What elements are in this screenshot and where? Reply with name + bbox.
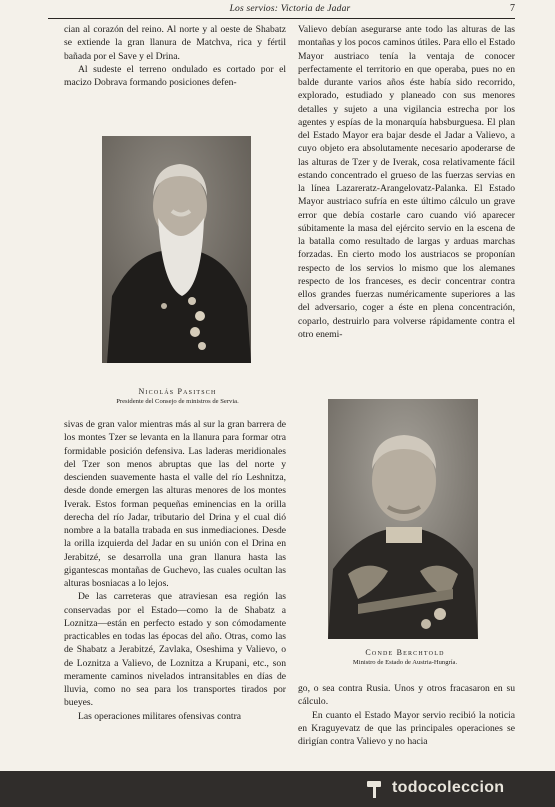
paragraph: cian al corazón del reino. Al norte y al oeste de Shabatz se extiende la gran llanura de Matchva, rica y fértil bañada por el Save y el Drina.	[64, 24, 286, 62]
paragraph: Valievo debían asegurarse ante todo las alturas de las montañas y los pocos caminos útiles. Para ello el Estado Mayor austriaco tenía la ventaja de conocer perfectamente el territorio en que operaba, pues no en balde durante varios años éste había sido recorrido, explorado, estudiado y planeado con sus menores detalles y sujeto a una vigilancia estrecha por los agentes y espías de la monarquía habsburguesa. El plan del Estado Mayor era bajar desde el Jadar a Valievo, a cuyo objeto era absolutamente necesario apoderarse de las alturas de Tzer y de Iverak, cosa relativamente fácil estando concentrado el grueso de las fuerzas servias en la línea Lazareratz-Arangelovatz-Palanka. El Estado Mayor austriaco sufría en este último cálculo un grave error que debía costarle caro cuando vió aparecer súbitamente la masa del ejército servio en la escena de la batalla como resultado de largas y arduas marchas forzadas. En cierto modo los austriacos se proponían respecto de los servios lo mismo que los alemanes respecto de los franceses, es decir concentrar contra ellos grandes fuerzas numéricamente superiores a las del adversario, coger a éste en plena concentración, coparlo, destruirlo para volverse rápidamente contra el otro enemi-	[298, 24, 515, 340]
right-column-bottom	[298, 682, 515, 748]
running-title: Los servios: Victoria de Jadar	[229, 4, 351, 14]
watermark-text: todocoleccion	[392, 779, 505, 796]
paragraph: De las carreteras que atraviesan esa región las conservadas por el Estado—como la de Shabatz a Loznitza—están en perfecto estado y son cómodamente practicables en todas las épocas del año. Otras, como las de Shabatz a Jerabitzé, Zavlaka, Oseshima y Valievo, o de Loznitza a Valievo, de Loznitza a Krupani, etc., son meramente caminos nivelados intransitables en días de lluvia, como no sea para los transportes tirados por bueyes.	[64, 591, 286, 709]
portrait-caption-pasitsch	[80, 387, 275, 405]
left-column-bottom	[64, 418, 286, 723]
header-rule	[48, 18, 515, 19]
caption-role: Ministro de Estado de Austria-Hungría.	[352, 659, 458, 666]
hammer-icon	[365, 779, 387, 799]
right-column-top	[298, 23, 515, 341]
portrait-photo-pasitsch	[102, 136, 251, 363]
paragraph: sivas de gran valor mientras más al sur la gran barrera de los montes Tzer se levanta en la llanura para formar otra formidable posición defensiva. Las laderas meridionales del Tzer son menos abruptas que las del norte y descienden suavemente hasta el valle del río Leshnitza, desde donde emergen las alturas menores de los montes Iverak. Estos forman pequeñas eminencias en la orilla derecha del río Jadar, tributario del Drina y el cual dió nombre a la batalla trabada en sus inmediaciones. Desde la orilla izquierda del Jadar en su unión con el Drina en Jerabitzé, se desarrolla una gran llanura hasta las gigantescas montañas de Guchevo, las cuales ocultan las alturas bosniacas a lo lejos.	[64, 419, 286, 589]
left-column-top	[64, 23, 286, 89]
paragraph: go, o sea contra Rusia. Unos y otros fracasaron en su cálculo.	[298, 683, 515, 708]
paragraph: En cuanto el Estado Mayor servio recibió la noticia en Kraguyevatz de que las principales operaciones se dirigían contra Valievo y no hacia	[298, 709, 515, 747]
portrait-photo-berchtold	[328, 399, 478, 639]
page-number: 7	[510, 3, 515, 14]
paragraph: Las operaciones militares ofensivas contra	[78, 710, 242, 722]
paragraph: Al sudeste el terreno ondulado es cortado por el macizo Dobrava formando posiciones defen-	[64, 63, 286, 88]
caption-name: Conde Berchtold	[365, 648, 445, 657]
caption-name: Nicolás Pasitsch	[138, 387, 217, 396]
portrait-caption-berchtold	[300, 648, 510, 666]
watermark-banner	[0, 771, 555, 807]
caption-role: Presidente del Consejo de ministros de Servia.	[116, 398, 239, 405]
